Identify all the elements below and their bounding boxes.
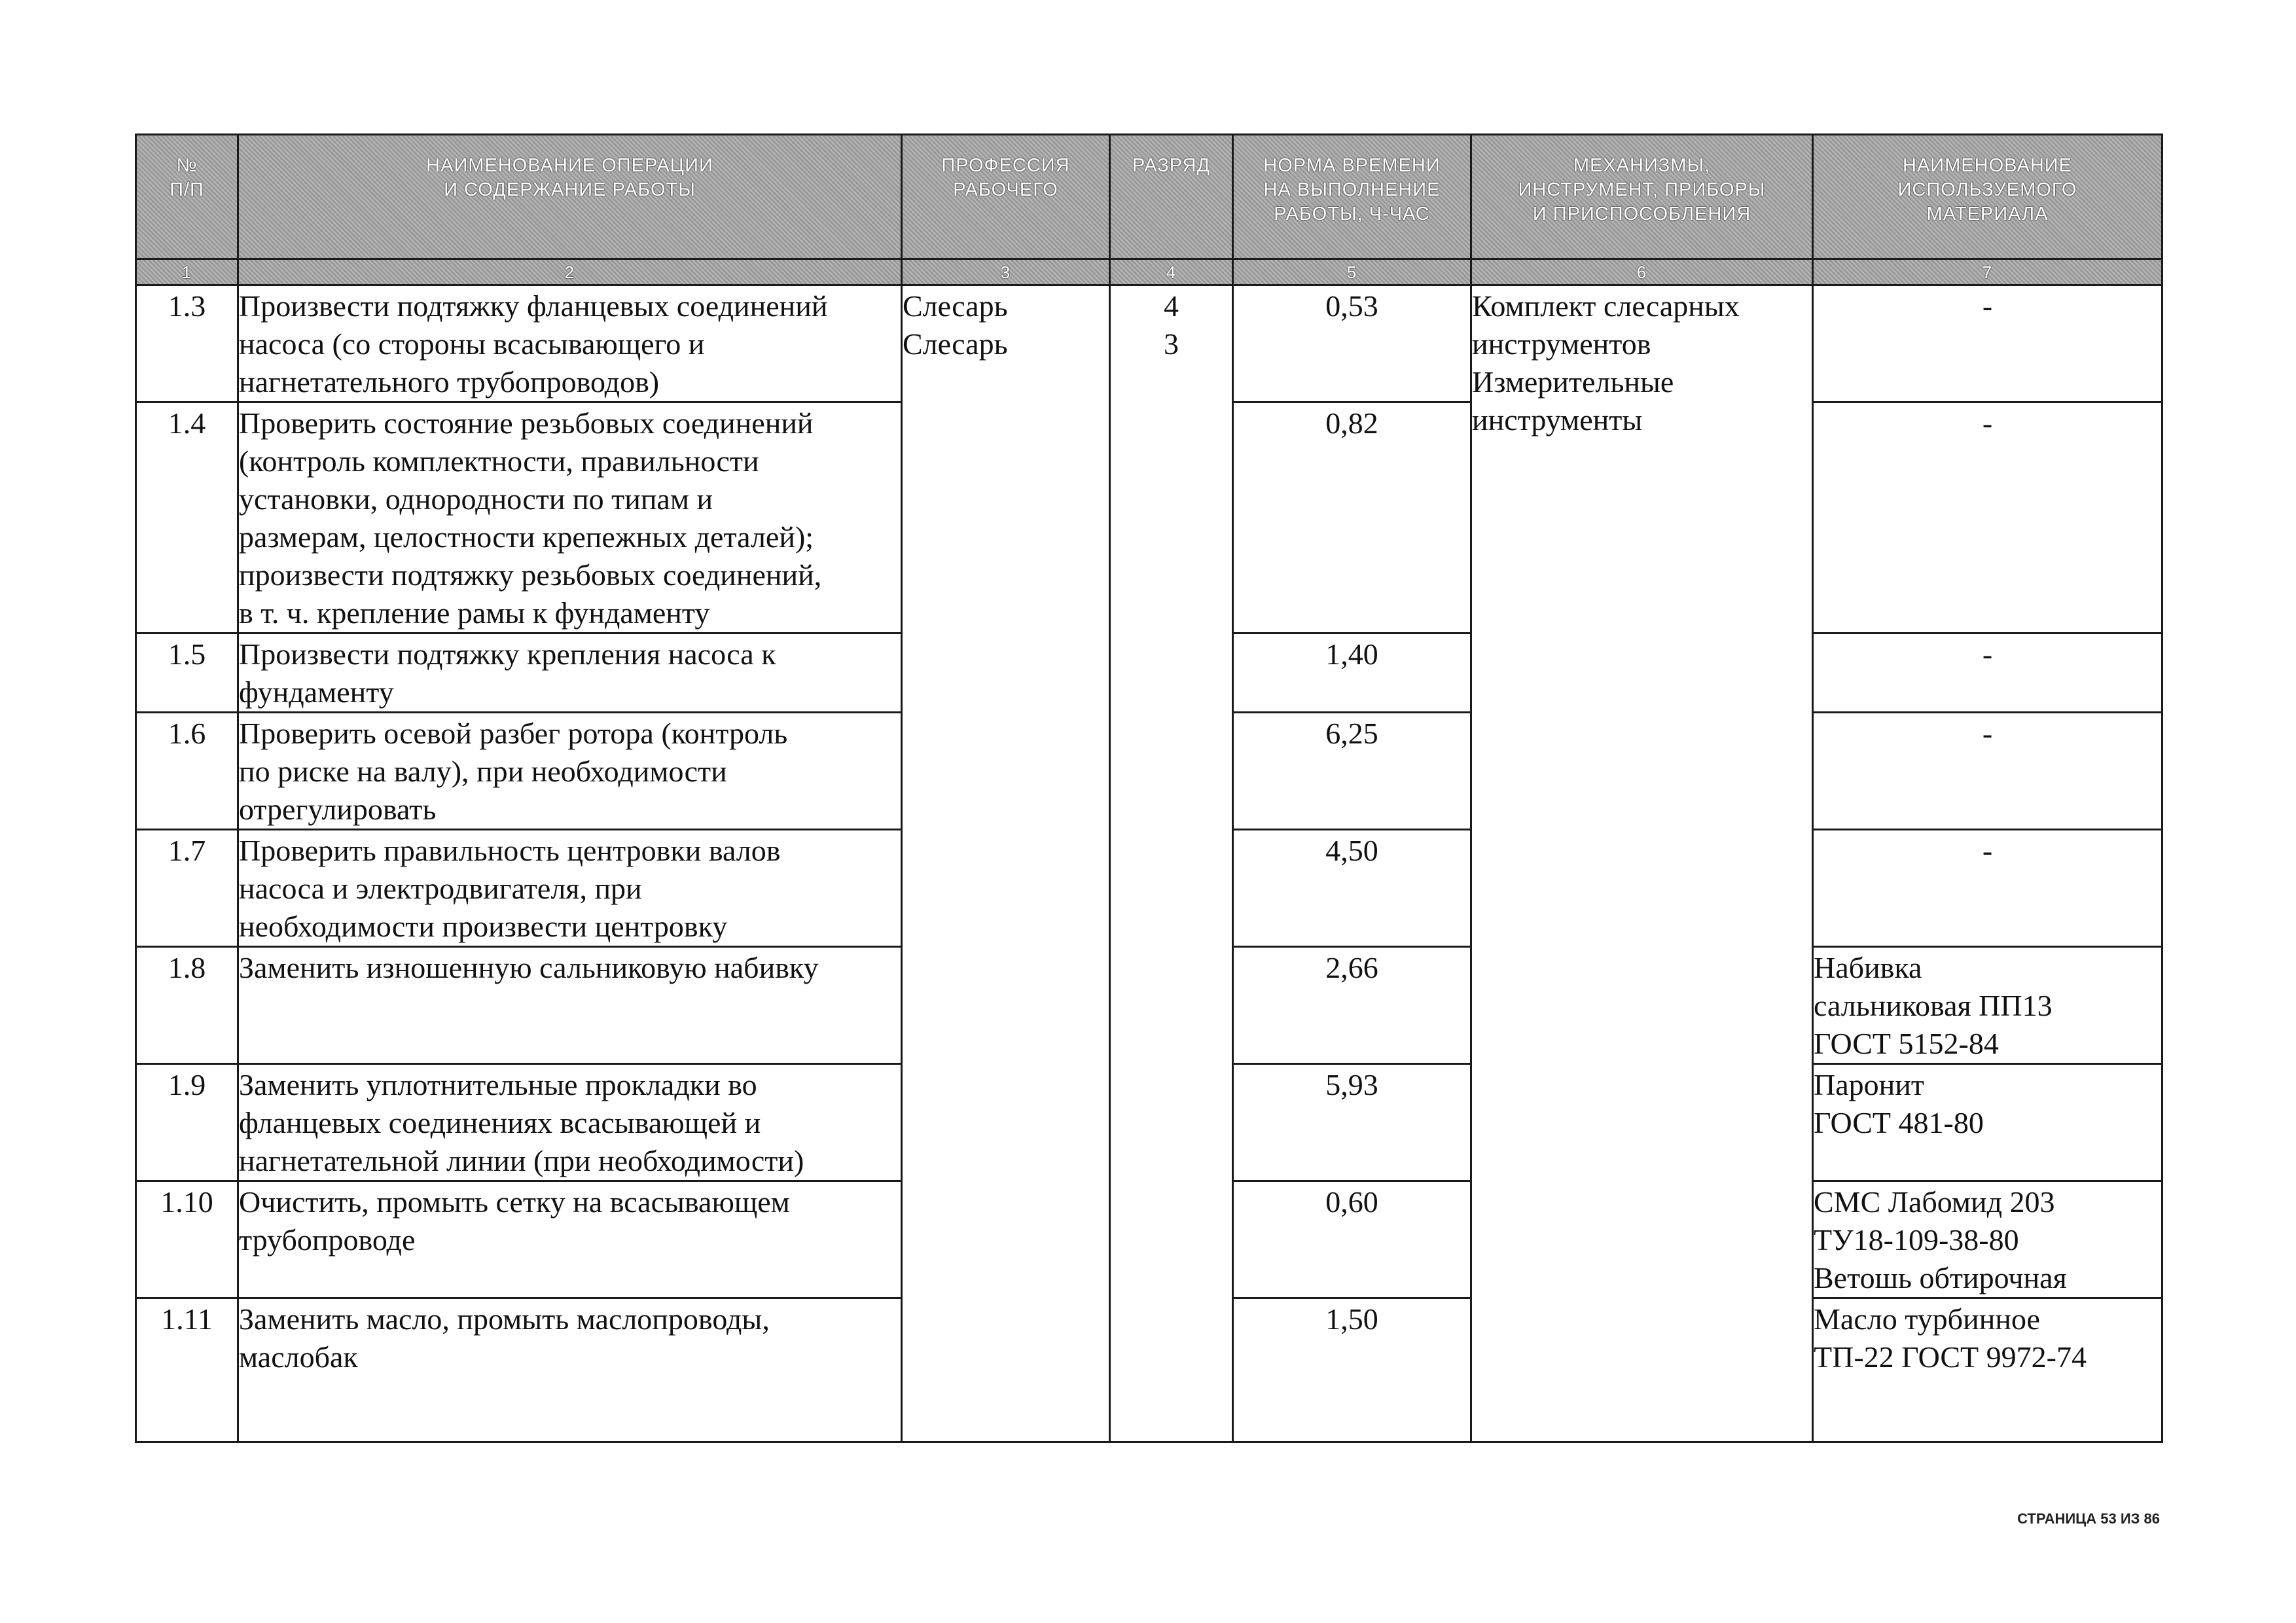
row-number: 1.5 — [136, 633, 238, 713]
header-row — [136, 135, 2162, 259]
column-number: 2 — [238, 259, 902, 285]
operation-description: Очистить, промыть сетку на всасывающем трубопроводе — [238, 1181, 902, 1298]
header-profession: ПРОФЕССИЯ РАБОЧЕГО — [902, 135, 1110, 259]
row-number: 1.6 — [136, 713, 238, 830]
material-cell: Масло турбинное ТП-22 ГОСТ 9972-74 — [1813, 1298, 2162, 1442]
time-norm: 5,93 — [1233, 1064, 1471, 1181]
operation-description: Заменить изношенную сальниковую набивку — [238, 947, 902, 1064]
time-norm: 0,82 — [1233, 402, 1471, 633]
header-grade: РАЗРЯД — [1110, 135, 1233, 259]
operation-description: Произвести подтяжку крепления насоса к фундаменту — [238, 633, 902, 713]
operation-description: Проверить осевой разбег ротора (контроль по риске на валу), при необходимости отрегулировать — [238, 713, 902, 830]
operation-description: Произвести подтяжку фланцевых соединений насоса (со стороны всасывающего и нагнетательного трубопроводов) — [238, 285, 902, 402]
material-cell: - — [1813, 633, 2162, 713]
row-number: 1.10 — [136, 1181, 238, 1298]
time-norm: 1,50 — [1233, 1298, 1471, 1442]
column-number: 3 — [902, 259, 1110, 285]
time-norm: 0,60 — [1233, 1181, 1471, 1298]
column-number: 6 — [1471, 259, 1813, 285]
material-cell: - — [1813, 713, 2162, 830]
tools-cell: Комплект слесарных инструментов Измерительные инструменты — [1471, 285, 1813, 1442]
column-number: 4 — [1110, 259, 1233, 285]
column-number: 5 — [1233, 259, 1471, 285]
profession-cell: Слесарь Слесарь — [902, 285, 1110, 1442]
material-cell: - — [1813, 285, 2162, 402]
time-norm: 4,50 — [1233, 830, 1471, 947]
header-time-norm: НОРМА ВРЕМЕНИ НА ВЫПОЛНЕНИЕ РАБОТЫ, Ч-ЧАС — [1233, 135, 1471, 259]
header-number: № П/П — [136, 135, 238, 259]
material-cell: - — [1813, 402, 2162, 633]
grade-cell: 4 3 — [1110, 285, 1233, 1442]
row-number: 1.3 — [136, 285, 238, 402]
column-number: 7 — [1813, 259, 2162, 285]
material-cell: Набивка сальниковая ПП13 ГОСТ 5152-84 — [1813, 947, 2162, 1064]
row-number: 1.11 — [136, 1298, 238, 1442]
row-number: 1.7 — [136, 830, 238, 947]
header-operation: НАИМЕНОВАНИЕ ОПЕРАЦИИ И СОДЕРЖАНИЕ РАБОТЫ — [238, 135, 902, 259]
operation-description: Проверить правильность центровки валов насоса и электродвигателя, при необходимости произвести центровку — [238, 830, 902, 947]
operation-description: Заменить масло, промыть маслопроводы, маслобак — [238, 1298, 902, 1442]
operation-description: Проверить состояние резьбовых соединений (контроль комплектности, правильности установки, однородности по типам и размерам, целостности крепежных деталей); произвести подтяжку резьбовых соединений, в т. ч. крепление рамы к фундаменту — [238, 402, 902, 633]
material-cell: - — [1813, 830, 2162, 947]
row-number: 1.4 — [136, 402, 238, 633]
operation-description: Заменить уплотнительные прокладки во фланцевых соединениях всасывающей и нагнетательной линии (при необходимости) — [238, 1064, 902, 1181]
column-number-row — [136, 259, 2162, 285]
column-number: 1 — [136, 259, 238, 285]
header-material: НАИМЕНОВАНИЕ ИСПОЛЬЗУЕМОГО МАТЕРИАЛА — [1813, 135, 2162, 259]
header-tools: МЕХАНИЗМЫ, ИНСТРУМЕНТ, ПРИБОРЫ И ПРИСПОСОБЛЕНИЯ — [1471, 135, 1813, 259]
time-norm: 2,66 — [1233, 947, 1471, 1064]
operations-table — [135, 134, 2163, 1443]
row-number: 1.8 — [136, 947, 238, 1064]
page-number: СТРАНИЦА 53 ИЗ 86 — [2017, 1510, 2160, 1527]
material-cell: СМС Лабомид 203 ТУ18-109-38-80 Ветошь обтирочная — [1813, 1181, 2162, 1298]
time-norm: 1,40 — [1233, 633, 1471, 713]
row-number: 1.9 — [136, 1064, 238, 1181]
material-cell: Паронит ГОСТ 481-80 — [1813, 1064, 2162, 1181]
time-norm: 0,53 — [1233, 285, 1471, 402]
time-norm: 6,25 — [1233, 713, 1471, 830]
table-row — [136, 285, 2162, 402]
